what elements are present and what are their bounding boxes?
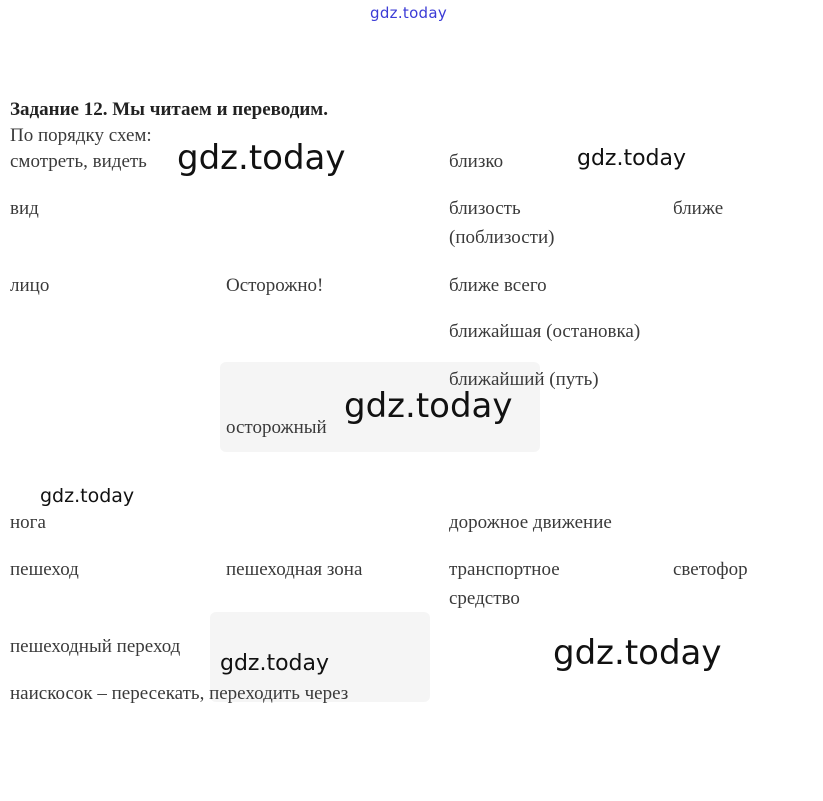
word-blizost: близость bbox=[449, 198, 521, 219]
word-blizhe: ближе bbox=[673, 198, 724, 219]
task-subtitle: По порядку схем: bbox=[10, 125, 152, 146]
word-blizhe-vsego: ближе всего bbox=[449, 275, 547, 296]
word-blizko: близко bbox=[449, 151, 504, 172]
word-transportnoe: транспортное bbox=[449, 559, 560, 580]
word-smotret: смотреть, видеть bbox=[10, 151, 147, 172]
word-ostorozhnyi: осторожный bbox=[226, 417, 327, 438]
site-header-watermark: gdz.today bbox=[370, 4, 448, 22]
word-perehod: пешеходный переход bbox=[10, 636, 181, 657]
word-vid: вид bbox=[10, 198, 39, 219]
watermark-text: gdz.today bbox=[220, 651, 330, 676]
word-naiskosok: наискосок – пересекать, переходить через bbox=[10, 683, 349, 704]
word-sredstvo: средство bbox=[449, 588, 520, 609]
word-blizhaishii: ближайший (путь) bbox=[449, 369, 599, 390]
word-peshehodnaya-zona: пешеходная зона bbox=[226, 559, 363, 580]
watermark-text: gdz.today bbox=[40, 485, 135, 507]
watermark-text: gdz.today bbox=[577, 146, 687, 171]
word-litso: лицо bbox=[10, 275, 50, 296]
watermark-text: gdz.today bbox=[344, 386, 513, 426]
word-noga: нога bbox=[10, 512, 46, 533]
watermark-text: gdz.today bbox=[553, 633, 722, 673]
word-poblizosti: (поблизости) bbox=[449, 227, 555, 248]
word-blizhaishaya: ближайшая (остановка) bbox=[449, 321, 641, 342]
word-ostorozhno: Осторожно! bbox=[226, 275, 324, 296]
task-title: Задание 12. Мы читаем и переводим. bbox=[10, 99, 328, 120]
word-peshehod: пешеход bbox=[10, 559, 79, 580]
word-svetofor: светофор bbox=[673, 559, 748, 580]
word-dorozhnoe: дорожное движение bbox=[449, 512, 612, 533]
watermark-text: gdz.today bbox=[177, 138, 346, 178]
